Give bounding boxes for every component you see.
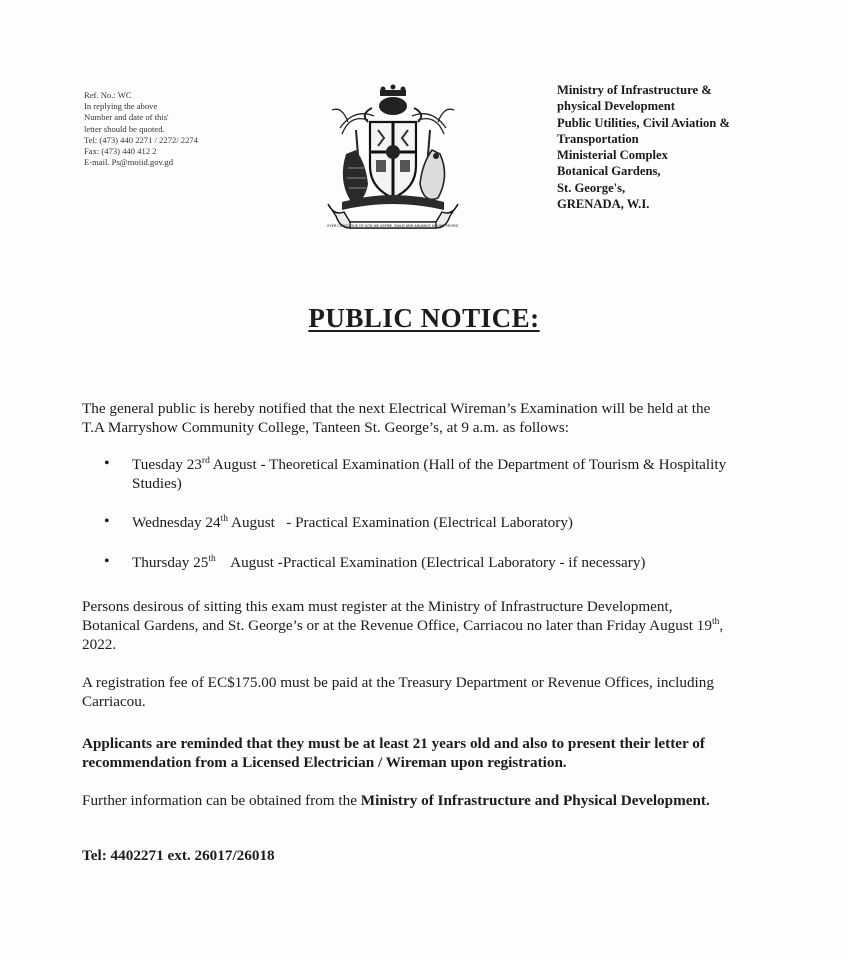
ref-email: E-mail. Ps@moiid.gov.gd — [84, 157, 173, 168]
schedule-detail: August -Practical Examination (Electrical Laboratory - if necessary) — [215, 554, 646, 571]
ministry-line: Botanical Gardens, — [557, 164, 661, 179]
registration-text: Persons desirous of sitting this exam must register at the Ministry of Infrastructure Development, Botanical Gardens, and St. George’s or at the Revenue Office, Carriacou no later than Friday August 19 — [82, 598, 712, 634]
ministry-line: GRENADA, W.I. — [557, 197, 650, 212]
further-info-paragraph — [82, 791, 732, 810]
grenada-coat-of-arms-icon — [320, 84, 466, 232]
ref-number: Ref. No.: WC — [84, 90, 132, 100]
list-item — [104, 455, 744, 493]
bullet-icon: • — [104, 455, 110, 472]
exam-schedule-list — [104, 455, 744, 572]
registration-paragraph — [82, 597, 732, 654]
schedule-detail: August - Theoretical Examination (Hall of the Department of Tourism & Hospitality Studies) — [132, 456, 730, 492]
intro-paragraph: The general public is hereby notified that the next Electrical Wireman’s Examination will be held at the T.A Marryshow Community College, Tanteen St. George’s, at 9 a.m. as follows: — [82, 400, 711, 436]
further-info-ministry: Ministry of Infrastructure and Physical Development. — [360, 792, 710, 809]
schedule-detail: August - Practical Examination (Electrical Laboratory) — [228, 514, 573, 531]
list-item — [104, 513, 744, 532]
crest-motto: EVER CONSCIOUS OF GOD WE ASPIRE, BUILD AND ADVANCE AS ONE PEOPLE — [327, 223, 459, 228]
reference-block — [84, 90, 254, 168]
ministry-line: Ministry of Infrastructure & — [557, 83, 712, 97]
ref-line: Number and date of this' — [84, 112, 169, 123]
ref-fax: Fax: (473) 440 412 2 — [84, 146, 157, 157]
page-title: PUBLIC NOTICE: — [308, 303, 540, 333]
ministry-line: Transportation — [557, 131, 639, 146]
schedule-day: Wednesday 24 — [132, 514, 221, 531]
schedule-day: Thursday 25 — [132, 554, 209, 571]
fee-paragraph: A registration fee of EC$175.00 must be paid at the Treasury Department or Revenue Offices, including Carriacou. — [82, 674, 714, 710]
ministry-line: St. George's, — [557, 180, 626, 195]
ordinal-suffix: th — [711, 616, 720, 627]
list-item — [104, 553, 744, 572]
ordinal-suffix: rd — [201, 455, 210, 466]
ministry-address-block — [557, 82, 787, 212]
age-requirement-paragraph: Applicants are reminded that they must be at least 21 years old and also to present their letter of recommendation from a Licensed Electrician / Wireman upon registration. — [82, 735, 705, 771]
ref-line: letter should be quoted. — [84, 123, 165, 134]
ministry-line: Ministerial Complex — [557, 148, 668, 163]
further-info-text: Further information can be obtained from the — [82, 792, 361, 809]
bullet-icon: • — [104, 513, 110, 530]
ordinal-suffix: th — [220, 513, 229, 524]
bullet-icon: • — [104, 553, 110, 570]
schedule-day: Tuesday 23 — [132, 456, 202, 473]
registration-date-end: , 2022. — [82, 617, 724, 653]
ministry-line: Public Utilities, Civil Aviation & — [557, 115, 730, 130]
contact-telephone: Tel: 4402271 ext. 26017/26018 — [82, 847, 275, 864]
ministry-line: physical Development — [557, 99, 675, 114]
ref-tel: Tel: (473) 440 2271 / 2272/ 2274 — [84, 134, 198, 145]
ordinal-suffix: th — [208, 553, 216, 564]
ref-line: In replying the above — [84, 101, 158, 112]
